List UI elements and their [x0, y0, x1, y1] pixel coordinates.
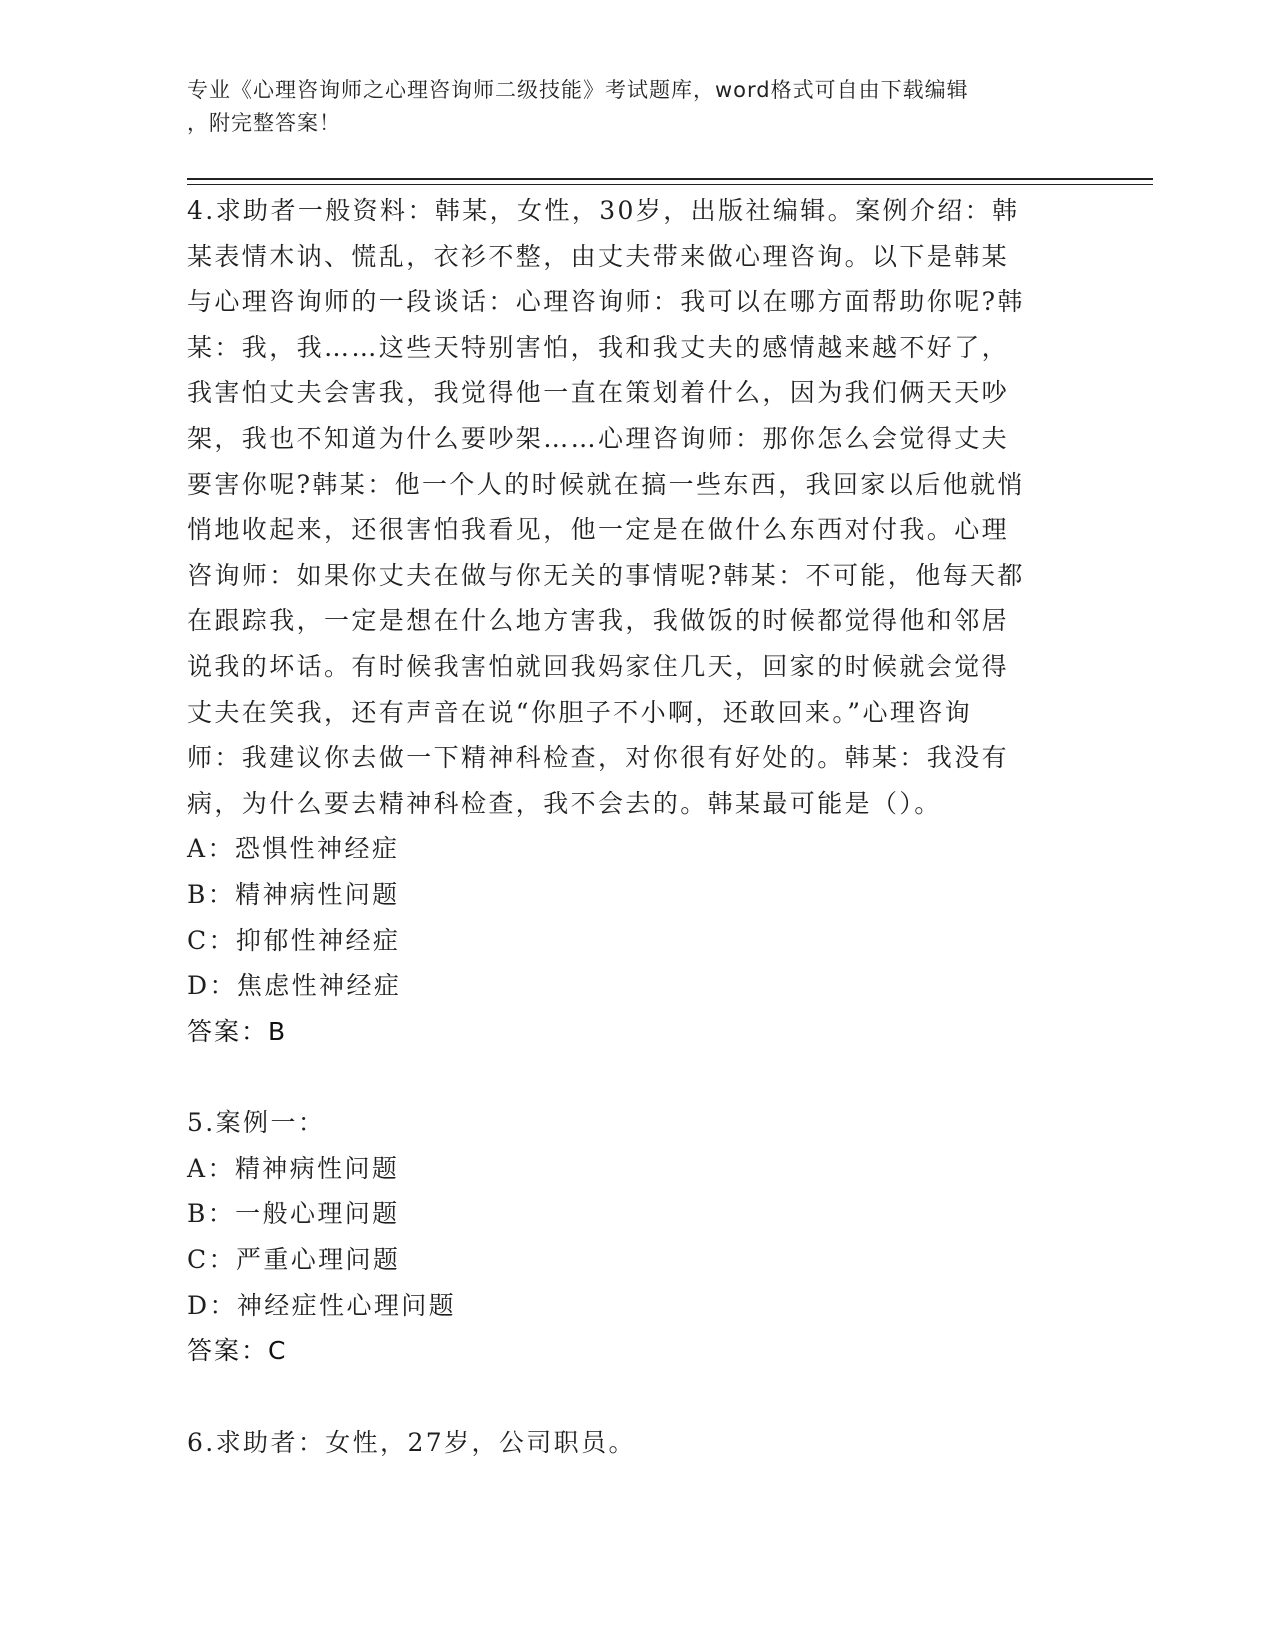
option-c: C：严重心理问题 [187, 1245, 401, 1275]
option-d: D：焦虑性神经症 [187, 971, 402, 1001]
option-c: C：抑郁性神经症 [187, 925, 401, 955]
question-stem [187, 1420, 1087, 1466]
question-block [187, 1100, 1087, 1374]
stem-line: 我害怕丈夫会害我，我觉得他一直在策划着什么，因为我们俩天天吵 [187, 378, 1010, 408]
stem-line: 悄地收起来，还很害怕我看见，他一定是在做什么东西对付我。心理 [187, 515, 1010, 545]
header-line-1: 专业《心理咨询师之心理咨询师二级技能》考试题库，word格式可自由下载编辑 [187, 78, 969, 102]
question-block [187, 188, 1087, 1054]
option-b: B：一般心理问题 [187, 1199, 400, 1229]
stem-line: 某：我，我……这些天特别害怕，我和我丈夫的感情越来越不好了， [187, 332, 1010, 362]
header-divider-thick [187, 178, 1153, 180]
spacer [187, 1374, 1087, 1420]
stem-line: 说我的坏话。有时候我害怕就回我妈家住几天，回家的时候就会觉得 [187, 651, 1010, 681]
stem-line: 病，为什么要去精神科检查，我不会去的。韩某最可能是（）。 [187, 788, 942, 818]
stem-line: 要害你呢?韩某：他一个人的时候就在搞一些东西，我回家以后他就悄 [187, 469, 1025, 499]
spacer [187, 1054, 1087, 1100]
question-stem [187, 188, 1087, 826]
stem-line: 架，我也不知道为什么要吵架……心理咨询师：那你怎么会觉得丈夫 [187, 423, 1010, 453]
stem-line: 6.求助者：女性，27岁，公司职员。 [187, 1427, 636, 1457]
question-list [187, 188, 1087, 1465]
stem-line: 某表情木讷、慌乱，衣衫不整，由丈夫带来做心理咨询。以下是韩某 [187, 241, 1010, 271]
answer-line: 答案：B [187, 1016, 288, 1046]
option-a: A：恐惧性神经症 [187, 834, 400, 864]
stem-line: 4.求助者一般资料：韩某，女性，30岁，出版社编辑。案例介绍：韩 [187, 196, 1020, 225]
option-a: A：精神病性问题 [187, 1153, 400, 1183]
question-block [187, 1420, 1087, 1466]
stem-line: 师：我建议你去做一下精神科检查，对你很有好处的。韩某：我没有 [187, 743, 1010, 773]
stem-line: 与心理咨询师的一段谈话：心理咨询师：我可以在哪方面帮助你呢?韩 [187, 287, 1025, 317]
stem-line: 5.案例一： [187, 1108, 326, 1138]
option-d: D：神经症性心理问题 [187, 1290, 457, 1320]
question-stem [187, 1100, 1087, 1146]
answer-line: 答案：C [187, 1336, 288, 1366]
option-b: B：精神病性问题 [187, 879, 400, 909]
header-line-2: ，附完整答案！ [187, 111, 341, 135]
header-divider-thin [187, 184, 1153, 185]
stem-line: 咨询师：如果你丈夫在做与你无关的事情呢?韩某：不可能，他每天都 [187, 560, 1025, 590]
stem-line: 在跟踪我，一定是想在什么地方害我，我做饭的时候都觉得他和邻居 [187, 606, 1010, 636]
stem-line: 丈夫在笑我，还有声音在说“你胆子不小啊，还敢回来。”心理咨询 [187, 697, 973, 727]
document-header [187, 74, 1067, 140]
